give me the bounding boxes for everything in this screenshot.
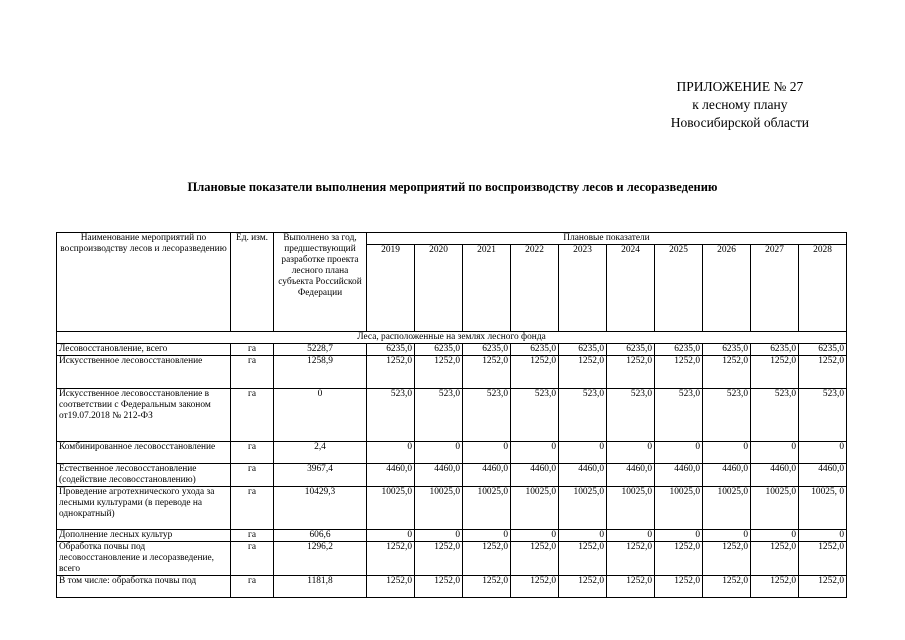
row-name: В том числе: обработка почвы под [57, 576, 231, 598]
table-row [57, 442, 847, 464]
row-value: 523,0 [751, 389, 799, 442]
row-value: 0 [799, 442, 847, 464]
row-value: 523,0 [511, 389, 559, 442]
row-name: Естественное лесовосстановление (содействие лесовосстановлению) [57, 464, 231, 487]
row-value: 1252,0 [799, 356, 847, 389]
row-value: 0 [703, 530, 751, 542]
row-value: 10025,0 [463, 487, 511, 530]
table-row [57, 344, 847, 356]
row-value: 1252,0 [415, 576, 463, 598]
header-year: 2019 [367, 245, 415, 332]
row-value: 1252,0 [751, 542, 799, 576]
row-value: 10025,0 [703, 487, 751, 530]
row-unit: га [231, 530, 274, 542]
row-value: 1252,0 [559, 542, 607, 576]
row-done: 10429,3 [274, 487, 367, 530]
table-row [57, 487, 847, 530]
row-name: Комбинированное лесовосстановление [57, 442, 231, 464]
row-value: 10025, 0 [799, 487, 847, 530]
row-unit: га [231, 487, 274, 530]
header-year: 2028 [799, 245, 847, 332]
header-year: 2026 [703, 245, 751, 332]
row-value: 1252,0 [655, 356, 703, 389]
table-row [57, 464, 847, 487]
row-value: 6235,0 [751, 344, 799, 356]
row-value: 4460,0 [415, 464, 463, 487]
row-value: 1252,0 [511, 356, 559, 389]
row-value: 4460,0 [703, 464, 751, 487]
row-value: 6235,0 [367, 344, 415, 356]
row-unit: га [231, 344, 274, 356]
row-unit: га [231, 442, 274, 464]
header-unit: Ед. изм. [231, 233, 274, 332]
section-forest-fund: Леса, расположенные на землях лесного фонда [57, 332, 847, 344]
row-value: 6235,0 [655, 344, 703, 356]
row-value: 1252,0 [559, 576, 607, 598]
appendix-number: ПРИЛОЖЕНИЕ № 27 [676, 79, 804, 94]
row-unit: га [231, 576, 274, 598]
row-value: 1252,0 [511, 576, 559, 598]
row-value: 4460,0 [799, 464, 847, 487]
row-value: 1252,0 [703, 576, 751, 598]
row-value: 0 [559, 530, 607, 542]
row-value: 0 [655, 530, 703, 542]
row-name: Проведение агротехнического ухода за лесными культурами (в переводе на однократный) [57, 487, 231, 530]
header-done: Выполнено за год, предшествующий разработке проекта лесного плана субъекта Российской Федерации [274, 233, 367, 332]
row-value: 0 [655, 442, 703, 464]
row-value: 523,0 [367, 389, 415, 442]
row-value: 523,0 [799, 389, 847, 442]
plan-table [56, 232, 847, 598]
row-done: 3967,4 [274, 464, 367, 487]
header-year: 2022 [511, 245, 559, 332]
table-row [57, 356, 847, 389]
row-value: 1252,0 [559, 356, 607, 389]
appendix-subtitle: к лесному плану [692, 97, 788, 112]
row-value: 1252,0 [751, 356, 799, 389]
header-name: Наименование мероприятий по воспроизводству лесов и лесоразведению [57, 233, 231, 332]
row-value: 4460,0 [655, 464, 703, 487]
header-year: 2020 [415, 245, 463, 332]
row-value: 523,0 [463, 389, 511, 442]
row-value: 4460,0 [607, 464, 655, 487]
row-value: 1252,0 [607, 542, 655, 576]
row-name: Лесовосстановление, всего [57, 344, 231, 356]
row-value: 523,0 [607, 389, 655, 442]
row-value: 1252,0 [367, 576, 415, 598]
row-value: 4460,0 [367, 464, 415, 487]
row-unit: га [231, 464, 274, 487]
row-value: 6235,0 [511, 344, 559, 356]
row-name: Искусственное лесовосстановление в соответствии с Федеральным законом от19.07.2018 № 212-ФЗ [57, 389, 231, 442]
row-value: 10025,0 [751, 487, 799, 530]
row-value: 0 [367, 442, 415, 464]
header-year: 2023 [559, 245, 607, 332]
row-value: 0 [511, 530, 559, 542]
row-value: 6235,0 [799, 344, 847, 356]
row-value: 0 [559, 442, 607, 464]
header-planned: Плановые показатели [367, 233, 847, 245]
row-value: 1252,0 [703, 542, 751, 576]
row-value: 1252,0 [463, 576, 511, 598]
document-title: Плановые показатели выполнения мероприятий по воспроизводству лесов и лесоразведению [187, 180, 718, 194]
row-value: 0 [607, 530, 655, 542]
row-value: 4460,0 [463, 464, 511, 487]
row-value: 1252,0 [607, 576, 655, 598]
row-unit: га [231, 356, 274, 389]
row-value: 1252,0 [655, 542, 703, 576]
row-value: 1252,0 [751, 576, 799, 598]
row-value: 0 [607, 442, 655, 464]
row-done: 606,6 [274, 530, 367, 542]
row-value: 0 [463, 530, 511, 542]
row-value: 10025,0 [655, 487, 703, 530]
row-value: 0 [415, 530, 463, 542]
table-row [57, 542, 847, 576]
row-value: 0 [799, 530, 847, 542]
row-value: 0 [511, 442, 559, 464]
row-value: 10025,0 [511, 487, 559, 530]
row-value: 0 [751, 530, 799, 542]
row-value: 4460,0 [751, 464, 799, 487]
row-value: 0 [367, 530, 415, 542]
row-value: 523,0 [655, 389, 703, 442]
row-value: 0 [751, 442, 799, 464]
row-value: 0 [703, 442, 751, 464]
row-value: 1252,0 [799, 576, 847, 598]
row-name: Искусственное лесовосстановление [57, 356, 231, 389]
row-value: 0 [463, 442, 511, 464]
row-value: 1252,0 [415, 356, 463, 389]
table-row [57, 389, 847, 442]
row-value: 1252,0 [367, 356, 415, 389]
row-value: 1252,0 [463, 356, 511, 389]
row-name: Дополнение лесных культур [57, 530, 231, 542]
row-value: 10025,0 [367, 487, 415, 530]
row-value: 1252,0 [799, 542, 847, 576]
appendix-block [671, 78, 809, 132]
row-unit: га [231, 542, 274, 576]
row-value: 6235,0 [463, 344, 511, 356]
row-value: 1252,0 [511, 542, 559, 576]
row-done: 5228,7 [274, 344, 367, 356]
header-year: 2024 [607, 245, 655, 332]
row-value: 6235,0 [559, 344, 607, 356]
row-value: 6235,0 [415, 344, 463, 356]
row-done: 0 [274, 389, 367, 442]
row-unit: га [231, 389, 274, 442]
row-value: 523,0 [559, 389, 607, 442]
row-value: 10025,0 [607, 487, 655, 530]
row-done: 1296,2 [274, 542, 367, 576]
row-value: 10025,0 [559, 487, 607, 530]
row-value: 1252,0 [463, 542, 511, 576]
header-year: 2025 [655, 245, 703, 332]
header-year: 2027 [751, 245, 799, 332]
row-value: 0 [415, 442, 463, 464]
header-year: 2021 [463, 245, 511, 332]
row-value: 1252,0 [607, 356, 655, 389]
row-value: 4460,0 [559, 464, 607, 487]
row-done: 2,4 [274, 442, 367, 464]
row-value: 1252,0 [415, 542, 463, 576]
row-value: 10025,0 [415, 487, 463, 530]
row-value: 1252,0 [367, 542, 415, 576]
appendix-region: Новосибирской области [670, 115, 809, 130]
row-value: 4460,0 [511, 464, 559, 487]
row-value: 523,0 [415, 389, 463, 442]
row-name: Обработка почвы под лесовосстановление и лесоразведение, всего [57, 542, 231, 576]
row-value: 6235,0 [607, 344, 655, 356]
row-value: 1252,0 [655, 576, 703, 598]
row-value: 6235,0 [703, 344, 751, 356]
row-value: 1252,0 [703, 356, 751, 389]
table-row [57, 576, 847, 598]
row-done: 1258,9 [274, 356, 367, 389]
row-value: 523,0 [703, 389, 751, 442]
row-done: 1181,8 [274, 576, 367, 598]
table-row [57, 530, 847, 542]
